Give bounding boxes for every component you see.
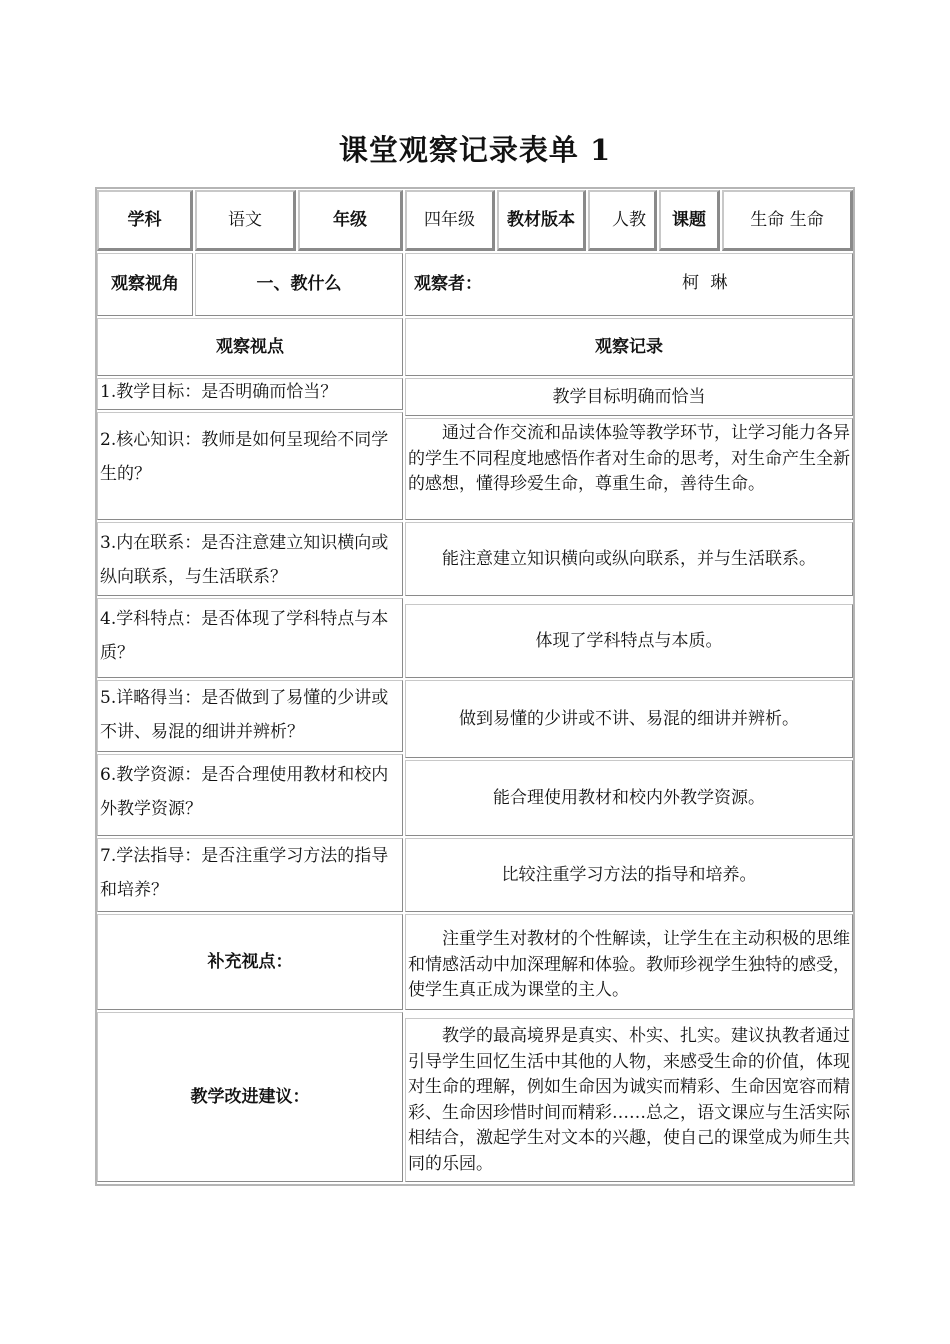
point-1: 1.教学目标：是否明确而恰当？ (97, 378, 403, 410)
subject-label: 学科 (97, 190, 193, 251)
subject-value: 语文 (195, 190, 296, 251)
record-7: 比较注重学习方法的指导和培养。 (405, 838, 853, 912)
topic-label: 课题 (659, 190, 720, 251)
record-6: 能合理使用教材和校内外教学资源。 (405, 760, 853, 836)
record-5: 做到易懂的少讲或不讲、易混的细讲并辨析。 (405, 680, 853, 758)
point-5: 5.详略得当：是否做到了易懂的少讲或不讲、易混的细讲并辨析？ (97, 680, 403, 752)
improvement-text: 教学的最高境界是真实、朴实、扎实。建议执教者通过引导学生回忆生活中其他的人物，来感受生命的价值，体现对生命的理解，例如生命因为诚实而精彩、生命因宽容而精彩、生命因珍惜时间而精彩……总之，语文课应与生活实际相结合，激起学生对文本的兴趣，使自己的课堂成为师生共同的乐园。 (405, 1018, 853, 1182)
topic-value: 生命 生命 (722, 190, 853, 251)
point-3: 3.内在联系：是否注意建立知识横向或纵向联系，与生活联系？ (97, 522, 403, 596)
point-7: 7.学法指导：是否注重学习方法的指导和培养？ (97, 838, 403, 912)
observer-label: 观察者： (414, 274, 482, 294)
page-title: 课堂观察记录表单 1 (338, 133, 612, 167)
supplement-label: 补充视点： (97, 914, 403, 1010)
record-2: 通过合作交流和品读体验等教学环节，让学习能力各异的学生不同程度地感悟作者对生命的思考，对生命产生全新的感想，懂得珍爱生命，尊重生命，善待生命。 (405, 418, 853, 520)
observer-value: 柯 琳 (682, 273, 728, 293)
perspective-value: 一、教什么 (195, 253, 403, 316)
perspective-label: 观察视角 (97, 253, 193, 316)
supplement-text: 注重学生对教材的个性解读，让学生在主动积极的思维和情感活动中加深理解和体验。教师珍视学生独特的感受，使学生真正成为课堂的主人。 (405, 914, 853, 1010)
point-2: 2.核心知识：教师是如何呈现给不同学生的？ (97, 412, 403, 520)
point-4: 4.学科特点：是否体现了学科特点与本质？ (97, 598, 403, 678)
grade-value: 四年级 (405, 190, 495, 251)
column-header-records: 观察记录 (405, 318, 853, 376)
column-header-points: 观察视点 (97, 318, 403, 376)
record-3: 能注意建立知识横向或纵向联系，并与生活联系。 (405, 522, 853, 596)
observer-cell (405, 253, 853, 316)
grade-label: 年级 (298, 190, 403, 251)
point-6: 6.教学资源：是否合理使用教材和校内外教学资源？ (97, 754, 403, 836)
edition-value: 人教 (588, 190, 657, 251)
record-4: 体现了学科特点与本质。 (405, 604, 853, 678)
edition-label: 教材版本 (497, 190, 586, 251)
improvement-label: 教学改进建议： (97, 1012, 403, 1182)
record-1: 教学目标明确而恰当 (405, 378, 853, 416)
